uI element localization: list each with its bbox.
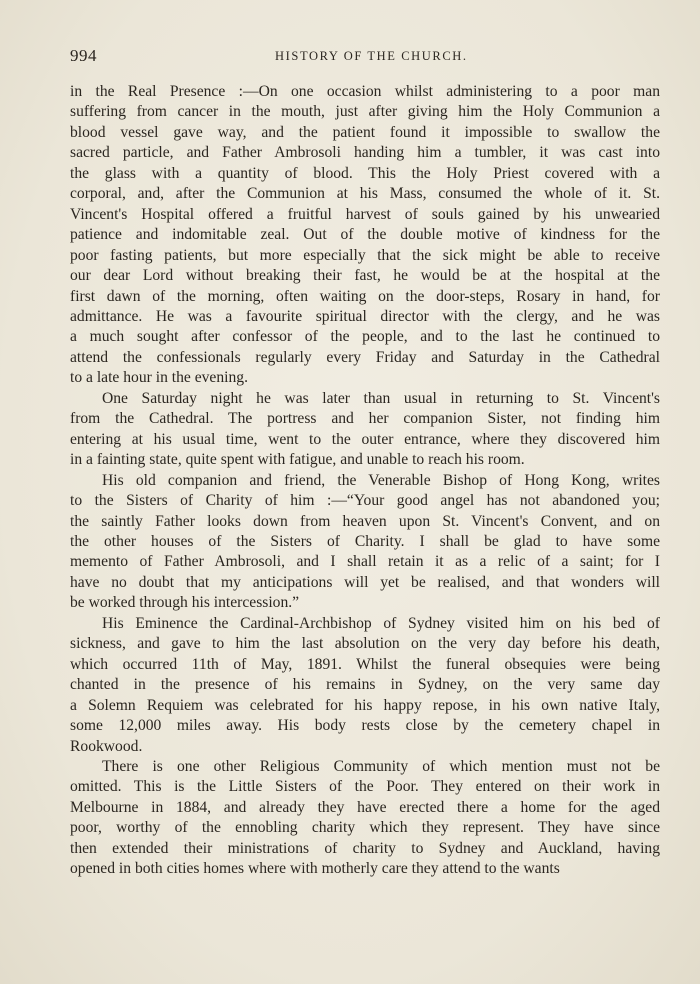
text-line: poor, worthy of the ennobling charity which they represent. They have since (70, 819, 660, 837)
paragraph (70, 389, 660, 471)
text-line: opened in both cities homes where with motherly care they attend to the wants (70, 860, 560, 878)
text-line: His Eminence the Cardinal-Archbishop of Sydney visited him on his bed of (102, 614, 660, 632)
text-line: our dear Lord without breaking their fast, he would be at the hospital at the (70, 267, 660, 285)
paragraph (70, 471, 660, 614)
text-line: admittance. He was a favourite spiritual director with the clergy, and he was (70, 307, 660, 325)
text-line: One Saturday night he was later than usual in returning to St. Vincent's (102, 389, 660, 407)
text-line: first dawn of the morning, often waiting on the door-steps, Rosary in hand, for (70, 287, 660, 305)
text-line: entering at his usual time, went to the outer entrance, where they discovered him (70, 430, 660, 448)
paragraph (70, 614, 660, 757)
text-line: in a fainting state, quite spent with fatigue, and unable to reach his room. (70, 451, 525, 469)
text-line: which occurred 11th of May, 1891. Whilst the funeral obsequies were being (70, 655, 660, 673)
running-title: HISTORY OF THE CHURCH. (275, 49, 468, 63)
text-line: Rookwood. (70, 737, 143, 755)
text-line: to a late hour in the evening. (70, 369, 248, 387)
text-line: be worked through his intercession.” (70, 594, 300, 612)
text-line: patience and indomitable zeal. Out of the double motive of kindness for the (70, 226, 660, 244)
text-line: chanted in the presence of his remains in Sydney, on the very same day (70, 676, 660, 694)
text-line: then extended their ministrations of charity to Sydney and Auckland, having (70, 839, 660, 857)
text-line: the glass with a quantity of blood. This the Holy Priest covered with a (70, 164, 660, 182)
text-line: omitted. This is the Little Sisters of the Poor. They entered on their work in (70, 778, 660, 796)
text-line: in the Real Presence :—On one occasion whilst administering to a poor man (70, 83, 660, 100)
paragraph (70, 82, 660, 389)
text-line: a Solemn Requiem was celebrated for his happy repose, in his own native Italy, (70, 696, 660, 714)
text-line: a much sought after confessor of the people, and to the last he continued to (70, 328, 660, 346)
text-line: to the Sisters of Charity of him :—“Your good angel has not abandoned you; (70, 492, 660, 510)
text-line: There is one other Religious Community of which mention must not be (102, 757, 660, 775)
text-line: have no doubt that my anticipations will yet be realised, and that wonders will (70, 573, 660, 591)
text-line: His old companion and friend, the Venerable Bishop of Hong Kong, writes (102, 471, 660, 489)
text-line: some 12,000 miles away. His body rests close by the cemetery chapel in (70, 717, 660, 735)
paragraph (70, 757, 660, 880)
text-line: memento of Father Ambrosoli, and I shall retain it as a relic of a saint; for I (70, 553, 660, 571)
text-line: blood vessel gave way, and the patient found it impossible to swallow the (70, 123, 660, 141)
body-text (70, 82, 660, 880)
text-line: from the Cathedral. The portress and her companion Sister, not finding him (70, 410, 660, 428)
text-line: sacred particle, and Father Ambrosoli handing him a tumbler, it was cast into (70, 144, 660, 162)
text-line: corporal, and, after the Communion at his Mass, consumed the whole of it. St. (70, 185, 660, 203)
text-line: suffering from cancer in the mouth, just after giving him the Holy Communion a (70, 103, 660, 121)
text-line: the saintly Father looks down from heaven upon St. Vincent's Convent, and on (70, 512, 660, 530)
page-number: 994 (70, 46, 97, 65)
text-line: Vincent's Hospital offered a fruitful harvest of souls gained by his unwearied (70, 205, 660, 223)
text-line: sickness, and gave to him the last absolution on the very day before his death, (70, 635, 660, 653)
text-line: Melbourne in 1884, and already they have erected there a home for the aged (70, 798, 660, 816)
text-line: attend the confessionals regularly every Friday and Saturday in the Cathedral (70, 348, 660, 366)
page-header (70, 46, 660, 70)
text-line: poor fasting patients, but more especially that the sick might be able to receive (70, 246, 660, 264)
text-line: the other houses of the Sisters of Charity. I shall be glad to have some (70, 532, 660, 550)
